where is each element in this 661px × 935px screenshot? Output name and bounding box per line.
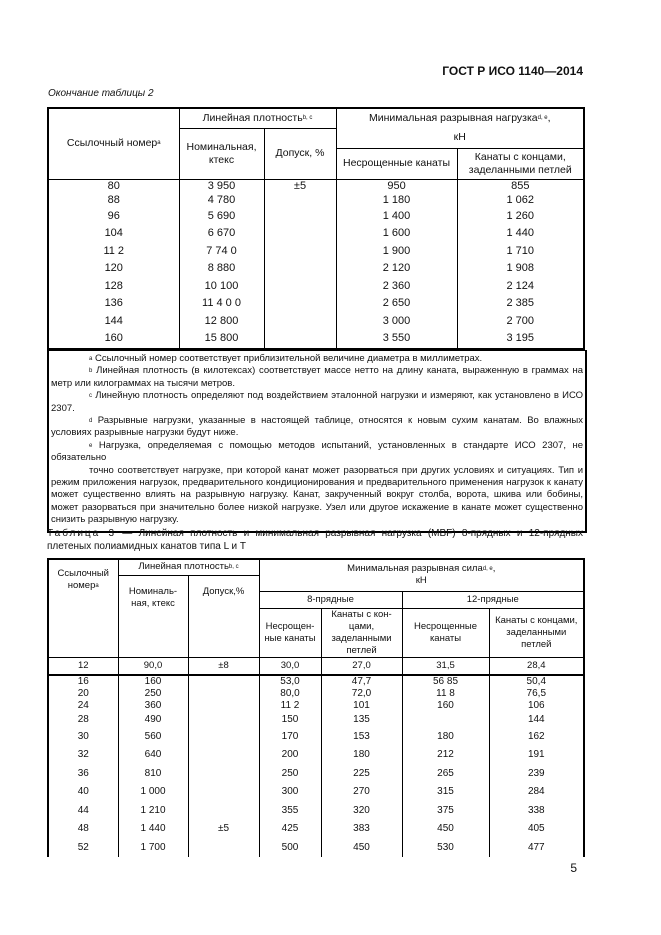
header-linear-density: Линейная плотность$^{b, c}$: [118, 559, 259, 575]
table-cell: 2 385: [457, 295, 584, 313]
header-8-spliced: Канаты с кон-цами, заделанными петлей: [321, 608, 402, 657]
table-row: [48, 820, 584, 839]
table-cell: 27,0: [321, 657, 402, 675]
header-unspliced: Несрощенные канаты: [336, 148, 457, 179]
table-cell: 950: [336, 179, 457, 194]
table-cell: 1 210: [118, 802, 188, 821]
table-cell: 153: [321, 728, 402, 747]
table-cell: 3 000: [336, 313, 457, 331]
table-cell: 32: [48, 746, 118, 765]
table-cell: ±5: [188, 820, 259, 839]
table-row: [48, 802, 584, 821]
table-cell: 1 700: [118, 839, 188, 858]
table-cell: [264, 313, 336, 331]
table-cell: 2 124: [457, 278, 584, 296]
table-cell: 40: [48, 783, 118, 802]
table-cell: 250: [259, 765, 321, 784]
table-cell: 90,0: [118, 657, 188, 675]
table-cell: [264, 260, 336, 278]
table-row: [48, 657, 584, 675]
table-cell: 2 360: [336, 278, 457, 296]
table-row: [48, 688, 584, 700]
table-cell: [264, 330, 336, 349]
header-ref-number: Ссылочный номер$^a$: [48, 108, 179, 179]
table-cell: 640: [118, 746, 188, 765]
header-12-unspliced: Несрощенные канаты: [402, 608, 489, 657]
table-cell: 8 880: [179, 260, 264, 278]
table-cell: 405: [489, 820, 584, 839]
table-row: [48, 225, 584, 243]
table-cell: 500: [259, 839, 321, 858]
table-cell: [188, 712, 259, 728]
table-cell: 31,5: [402, 657, 489, 675]
table-row: [48, 700, 584, 712]
header-12-spliced: Канаты с концами, заделанными петлей: [489, 608, 584, 657]
table-cell: 12: [48, 657, 118, 675]
header-mbl: Минимальная разрывная нагрузка$^{d, e}$,: [336, 108, 584, 128]
footnote: [51, 365, 583, 390]
table-cell: 36: [48, 765, 118, 784]
table-row: [48, 675, 584, 688]
table-row: [48, 243, 584, 261]
table-row: [48, 295, 584, 313]
table3-caption: Таблица 3 — Линейная плотность и минимальная разрывная нагрузка (MBF) 8-прядных и 12-прядных плетеных полиамидных канатов типа L и T: [47, 528, 583, 552]
table-cell: 450: [402, 820, 489, 839]
table-cell: 1 000: [118, 783, 188, 802]
header-12-strand: 12-прядные: [402, 591, 584, 608]
table-cell: [264, 208, 336, 226]
table-cell: 20: [48, 688, 118, 700]
table-cell: 320: [321, 802, 402, 821]
table-row: [48, 839, 584, 858]
table-cell: [188, 802, 259, 821]
table-cell: 11 2: [259, 700, 321, 712]
table-cell: 560: [118, 728, 188, 747]
header-spliced: Канаты с концами, заделанными петлей: [457, 148, 584, 179]
table-cell: 53,0: [259, 675, 321, 688]
table-2: [47, 107, 585, 350]
table-cell: 28: [48, 712, 118, 728]
table-cell: 44: [48, 802, 118, 821]
table-cell: 225: [321, 765, 402, 784]
table-row: [48, 278, 584, 296]
table-cell: 80: [48, 179, 179, 194]
table-cell: [188, 675, 259, 688]
table-cell: 160: [402, 700, 489, 712]
table-cell: [264, 295, 336, 313]
table-cell: 160: [118, 675, 188, 688]
table-cell: 144: [48, 313, 179, 331]
table-cell: [188, 688, 259, 700]
table-cell: [264, 225, 336, 243]
table-cell: 250: [118, 688, 188, 700]
table-cell: 3 195: [457, 330, 584, 349]
header-tolerance: Допуск,%: [188, 575, 259, 657]
table-cell: ±8: [188, 657, 259, 675]
table-cell: 12 800: [179, 313, 264, 331]
header-linear-density: Линейная плотность$^{b, c}$: [179, 108, 336, 128]
table-row: [48, 330, 584, 349]
table-cell: 150: [259, 712, 321, 728]
table-cell: 101: [321, 700, 402, 712]
table-row: [48, 313, 584, 331]
footnote: [51, 353, 583, 365]
header-8-strand: 8-прядные: [259, 591, 402, 608]
header-nominal: Номиналь-ная, ктекс: [118, 575, 188, 657]
table-cell: 300: [259, 783, 321, 802]
table-cell: 425: [259, 820, 321, 839]
table-cell: 212: [402, 746, 489, 765]
footnote-mark: a: [89, 356, 93, 362]
table-cell: 180: [321, 746, 402, 765]
table-cell: 7 74 0: [179, 243, 264, 261]
table-cell: 88: [48, 194, 179, 208]
table-cell: 1 180: [336, 194, 457, 208]
table-cell: 2 120: [336, 260, 457, 278]
table-cell: 136: [48, 295, 179, 313]
footnote-mark: e: [89, 442, 93, 449]
table-cell: 170: [259, 728, 321, 747]
table-cell: 80,0: [259, 688, 321, 700]
table-cell: 315: [402, 783, 489, 802]
table-cell: 200: [259, 746, 321, 765]
table-row: [48, 765, 584, 784]
table-cell: 16: [48, 675, 118, 688]
header-mbf: Минимальная разрывная сила$^{d, e}$, кН: [259, 559, 584, 591]
table-cell: [188, 765, 259, 784]
table-cell: 265: [402, 765, 489, 784]
table-cell: 375: [402, 802, 489, 821]
footnote-mark: c: [89, 393, 92, 400]
table-row: [48, 746, 584, 765]
table-cell: 28,4: [489, 657, 584, 675]
footnote-text: Линейную плотность определяют под воздействием эталонной нагрузки и измеряют, как установлено в ИСО 2307.: [51, 390, 583, 414]
table-cell: 855: [457, 179, 584, 194]
table-cell: [264, 194, 336, 208]
table-cell: 11 8: [402, 688, 489, 700]
table-cell: 135: [321, 712, 402, 728]
table-cell: 128: [48, 278, 179, 296]
table-cell: 355: [259, 802, 321, 821]
table-cell: 2 700: [457, 313, 584, 331]
header-tolerance: Допуск, %: [264, 128, 336, 179]
table-cell: [264, 278, 336, 296]
table-cell: 160: [48, 330, 179, 349]
table-cell: 490: [118, 712, 188, 728]
table-cell: 1 600: [336, 225, 457, 243]
footnote-text: Линейная плотность (в килотексах) соответствует массе нетто на длину каната, выраженную в граммах на метр или килограммах на тысячи метров.: [51, 365, 584, 389]
footnote-continuation: точно соответствует нагрузке, при которой канат может разорваться при других условиях и ситуациях. Тип и режим приложения нагрузок, предварительного кондиционирования и предварительного применения нагрузок к канату может существенно влиять на разрывную нагрузку. Канат, закрученный вокруг столба, ворота, шкива или бобины, может разорваться при значительно более низкой нагрузке. Узел или другое искажение в канате может существенно снизить разрывную нагрузку.: [51, 464, 583, 526]
table-cell: 338: [489, 802, 584, 821]
table-cell: 56 85: [402, 675, 489, 688]
table-cell: [264, 243, 336, 261]
table-cell: 11 2: [48, 243, 179, 261]
table-cell: [402, 712, 489, 728]
table-cell: 3 950: [179, 179, 264, 194]
table-row: [48, 712, 584, 728]
table-cell: 96: [48, 208, 179, 226]
header-unit: кН: [336, 128, 584, 148]
table-cell: 239: [489, 765, 584, 784]
table-cell: 52: [48, 839, 118, 858]
table-cell: 106: [489, 700, 584, 712]
footnote-text: Нагрузка, определяемая с помощью методов испытаний, установленных в стандарте ИСО 2307, не обязательно: [51, 439, 584, 464]
table-cell: 24: [48, 700, 118, 712]
table-cell: 30,0: [259, 657, 321, 675]
header-ref-number: Ссылочный номер$^a$: [48, 559, 118, 657]
table-cell: 383: [321, 820, 402, 839]
table-cell: 1 440: [457, 225, 584, 243]
table-cell: [188, 839, 259, 858]
table-cell: 1 260: [457, 208, 584, 226]
footnote-text: Ссылочный номер соответствует приблизительной величине диаметра в миллиметрах.: [94, 353, 483, 364]
table-cell: 48: [48, 820, 118, 839]
table-cell: 144: [489, 712, 584, 728]
table-cell: 72,0: [321, 688, 402, 700]
table-3: [47, 558, 585, 857]
table-cell: 284: [489, 783, 584, 802]
footnote-mark: d: [89, 418, 93, 425]
table2-caption: Окончание таблицы 2: [48, 88, 154, 99]
table-cell: 477: [489, 839, 584, 858]
table-cell: 104: [48, 225, 179, 243]
table-row: [48, 179, 584, 194]
footnote-text: Разрывные нагрузки, указанные в настоящей таблице, относятся к новым сухим канатам. Во влажных условиях разрывные нагрузки будут ниже.: [51, 415, 583, 439]
table-cell: 2 650: [336, 295, 457, 313]
table-cell: 191: [489, 746, 584, 765]
table-cell: [188, 746, 259, 765]
header-8-unspliced: Несрощен-ные канаты: [259, 608, 321, 657]
table-cell: 76,5: [489, 688, 584, 700]
table-cell: 1 908: [457, 260, 584, 278]
table-cell: 15 800: [179, 330, 264, 349]
table-cell: 11 4 0 0: [179, 295, 264, 313]
table-row: [48, 260, 584, 278]
table-cell: 6 670: [179, 225, 264, 243]
table-cell: 1 440: [118, 820, 188, 839]
table-cell: 4 780: [179, 194, 264, 208]
footnote-mark: b: [89, 368, 93, 375]
table-row: [48, 728, 584, 747]
table-cell: 270: [321, 783, 402, 802]
table-cell: 3 550: [336, 330, 457, 349]
table-cell: 50,4: [489, 675, 584, 688]
table-cell: ±5: [264, 179, 336, 194]
footnote: [51, 390, 583, 415]
table-cell: 1 062: [457, 194, 584, 208]
table-cell: 1 400: [336, 208, 457, 226]
table-cell: 530: [402, 839, 489, 858]
footnote: [51, 415, 583, 440]
standard-header: ГОСТ Р ИСО 1140—2014: [442, 64, 583, 78]
table-cell: 1 900: [336, 243, 457, 261]
table-cell: 120: [48, 260, 179, 278]
table-row: [48, 783, 584, 802]
table-cell: 47,7: [321, 675, 402, 688]
table-cell: [188, 728, 259, 747]
table-row: [48, 208, 584, 226]
table-cell: 1 710: [457, 243, 584, 261]
table2-notes: [47, 350, 587, 533]
page-number: 5: [570, 861, 577, 875]
table-cell: [188, 700, 259, 712]
footnote: [51, 440, 583, 465]
table-cell: 360: [118, 700, 188, 712]
table-cell: 30: [48, 728, 118, 747]
table-cell: 162: [489, 728, 584, 747]
table-cell: [188, 783, 259, 802]
header-nominal: Номинальная, ктекс: [179, 128, 264, 179]
table-cell: 450: [321, 839, 402, 858]
table-cell: 5 690: [179, 208, 264, 226]
table-cell: 180: [402, 728, 489, 747]
table-row: [48, 194, 584, 208]
table-cell: 810: [118, 765, 188, 784]
table-cell: 10 100: [179, 278, 264, 296]
